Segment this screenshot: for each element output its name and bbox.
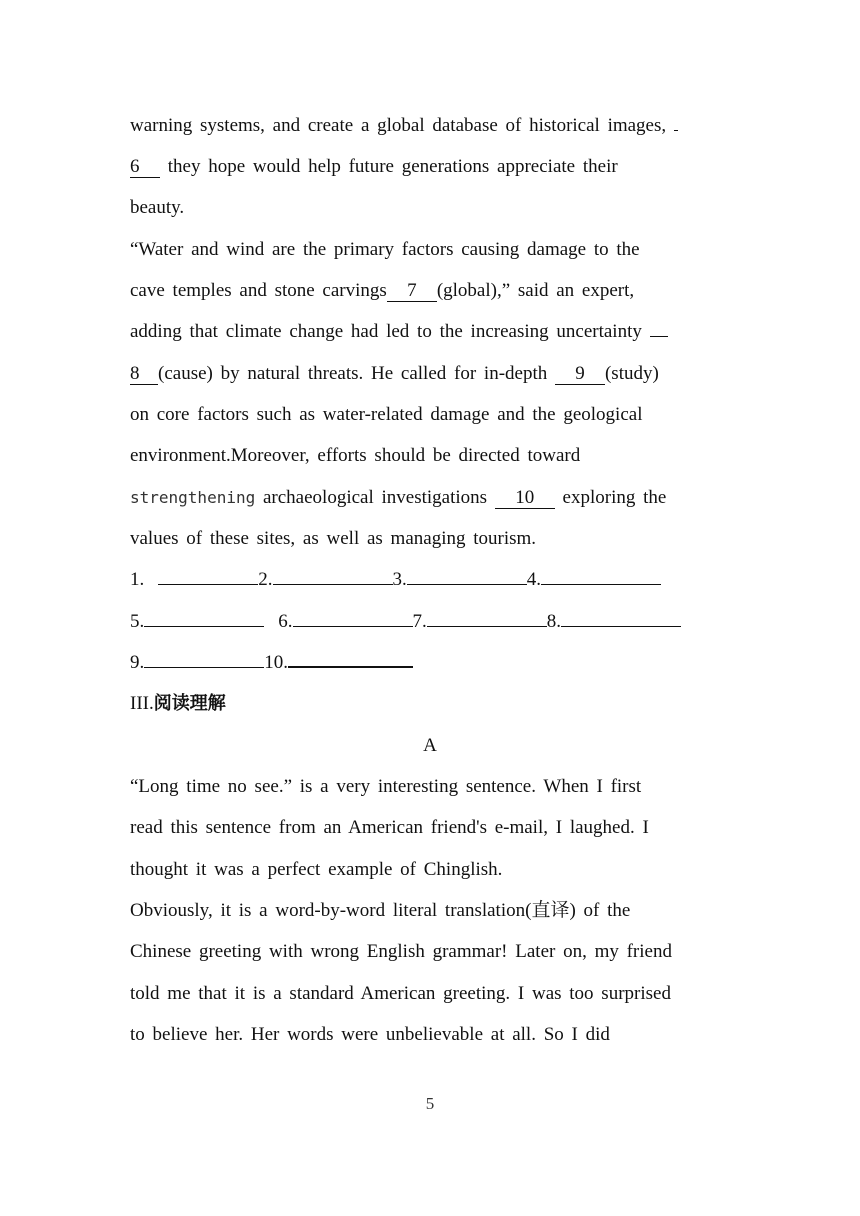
passage-line-4: “Water and wind are the primary factors causing damage to the <box>130 239 640 260</box>
page-number: 5 <box>425 1094 435 1113</box>
reading-line-5: Chinese greeting with wrong English grammar! Later on, my friend <box>130 941 672 962</box>
passage-line-11: values of these sites, as well as managing tourism. <box>130 528 537 549</box>
blank-10: 10 <box>495 487 555 509</box>
answer-blank-7[interactable] <box>427 626 547 627</box>
answer-blank-2[interactable] <box>273 584 393 585</box>
blank-9: 9 <box>555 363 605 385</box>
reading-line-2: read this sentence from an American friend's e-mail, I laughed. I <box>130 817 649 838</box>
answer-blank-3[interactable] <box>407 584 527 585</box>
passage-line-5: cave temples and stone carvings 7 (global),” said an expert, <box>130 280 635 301</box>
section-heading: III.阅读理解 <box>130 693 226 714</box>
blank-6-start <box>674 130 678 131</box>
answer-blank-10[interactable] <box>288 666 413 668</box>
blank-7: 7 <box>387 280 437 302</box>
reading-line-3: thought it was a perfect example of Chinglish. <box>130 859 503 880</box>
blank-8: 8 <box>130 363 158 385</box>
passage-line-9: environment.Moreover, efforts should be directed toward <box>130 445 581 466</box>
reading-line-4: Obviously, it is a word-by-word literal translation(直译) of the <box>130 900 631 921</box>
answer-blank-6[interactable] <box>293 626 413 627</box>
word-strengthening: strengthening <box>130 488 256 507</box>
answer-blank-4[interactable] <box>541 584 661 585</box>
blank-6: 6 <box>130 156 160 178</box>
passage-line-7: 8 (cause) by natural threats. He called for in-depth 9 (study) <box>130 363 659 384</box>
answer-row-3: 9. 10. <box>130 651 413 675</box>
passage-line-8: on core factors such as water-related damage and the geological <box>130 404 643 425</box>
section-heading-cn: 阅读理解 <box>153 693 226 714</box>
reading-line-1: “Long time no see.” is a very interesting sentence. When I first <box>130 776 642 797</box>
answer-blank-1[interactable] <box>158 584 258 585</box>
answer-row-1: 1. 2. 3. 4. <box>130 568 661 592</box>
reading-line-6: told me that it is a standard American greeting. I was too surprised <box>130 983 671 1004</box>
reading-line-7: to believe her. Her words were unbelievable at all. So I did <box>130 1024 610 1045</box>
passage-line-6: adding that climate change had led to the increasing uncertainty <box>130 320 668 344</box>
blank-8-start <box>650 336 668 337</box>
passage-line-10: strengthening archaeological investigations 10 exploring the <box>130 487 667 508</box>
passage-line-1: warning systems, and create a global database of historical images, <box>130 114 678 138</box>
answer-blank-8[interactable] <box>561 626 681 627</box>
answer-blank-9[interactable] <box>144 667 264 668</box>
answer-blank-5[interactable] <box>144 626 264 627</box>
passage-line-2: 6 they hope would help future generations appreciate their <box>130 156 618 177</box>
passage-line-3: beauty. <box>130 197 185 218</box>
answer-row-2: 5. 6. 7. 8. <box>130 610 681 634</box>
passage-label-a: A <box>423 735 437 756</box>
